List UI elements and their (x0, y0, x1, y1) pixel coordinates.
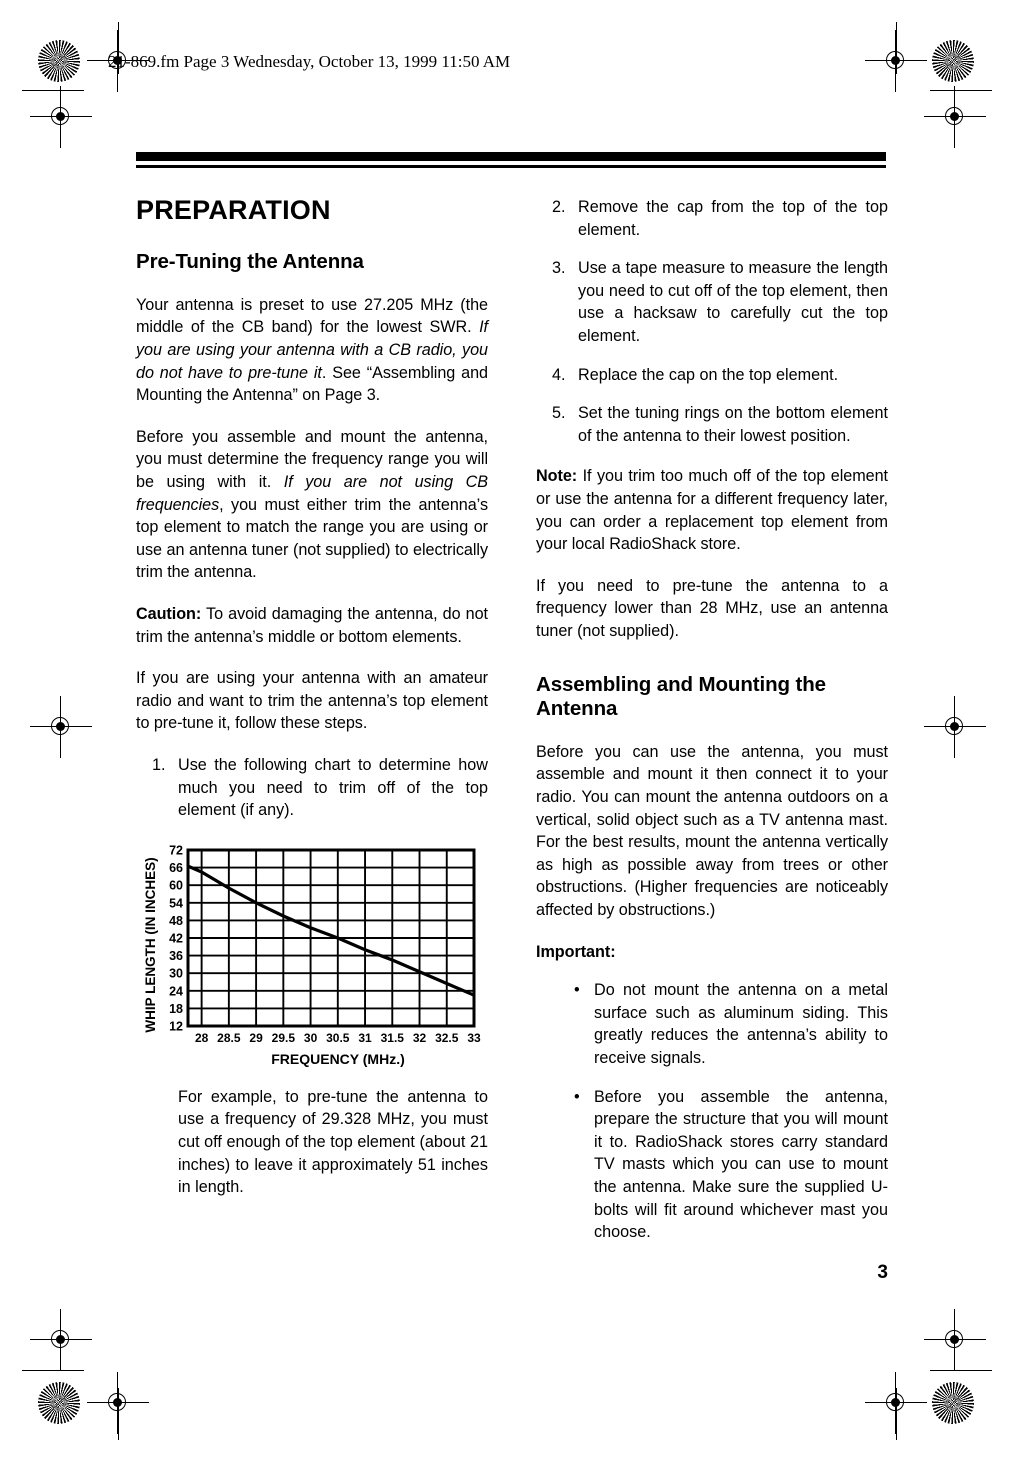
svg-text:30: 30 (169, 966, 183, 981)
bullet-marker-2: • (574, 1087, 580, 1106)
step-2-number: 2. (552, 198, 566, 216)
para-1-italic: If you are using your antenna with a CB radio, you do not have to pre-tune it (136, 318, 488, 382)
left-column (136, 196, 488, 1262)
svg-text:24: 24 (169, 984, 183, 999)
bullet-item-1 (536, 979, 888, 1069)
paragraph-preset-frequency (136, 294, 488, 407)
rule-thin (136, 165, 886, 168)
step-5-number: 5. (552, 404, 566, 423)
step-item-4 (536, 364, 888, 387)
starburst-mark-top-right (932, 40, 974, 82)
svg-text:72: 72 (169, 843, 183, 858)
step-4-text: Replace the cap on the top element. (578, 365, 839, 384)
svg-text:31.5: 31.5 (380, 1030, 404, 1045)
svg-text:66: 66 (169, 860, 183, 875)
starburst-mark-top-left (38, 40, 80, 82)
step-3-text: Use a tape measure to measure the length you need to cut off of the top element, then use a hacksaw to carefully cut the top element. (578, 259, 888, 345)
page-columns (136, 195, 888, 1283)
bullet-1-text: Do not mount the antenna on a metal surface such as aluminum siding. This greatly reduces the antenna’s ability to receive signals. (594, 981, 888, 1067)
step-item-5 (536, 402, 888, 447)
svg-text:36: 36 (169, 948, 183, 963)
svg-text:12: 12 (169, 1019, 183, 1034)
svg-text:48: 48 (169, 913, 183, 928)
caution-label: Caution: (136, 605, 202, 623)
bullet-2-text: Before you assemble the antenna, prepare the structure that you will mount it to. RadioShack stores carry standard TV masts which you can use to mount the antenna. Make sure the supplied U-bolts will fit around whichever mast you choose. (594, 1087, 888, 1242)
paragraph-caution (136, 603, 488, 648)
svg-text:54: 54 (169, 896, 183, 911)
paragraph-example: For example, to pre-tune the antenna to use a frequency of 29.328 MHz, you must cut off enough of the top element (about 21 inches) to leave it approximately 51 inches in length. (178, 1087, 488, 1197)
file-header-line: 21-869.fm Page 3 Wednesday, October 13, 1999 11:50 AM (108, 52, 511, 71)
bullet-marker-1: • (574, 981, 580, 1000)
para-2-text-b: , you must either trim the antenna’s top element to match the range you are using or use an antenna tuner (not supplied) to electrically trim the antenna. (136, 495, 488, 582)
para-1-text-b: . See “Assembling and Mounting the Antenna” on Page 3. (136, 363, 488, 405)
svg-text:29.5: 29.5 (271, 1030, 296, 1045)
svg-text:32: 32 (412, 1030, 427, 1045)
step-item-1 (136, 754, 488, 822)
paragraph-note (536, 465, 888, 555)
paragraph-assembling-intro: Before you can use the antenna, you must assemble and mount it then connect it to your radio. You can mount the antenna outdoors on a vertical, solid object such as a TV antenna mast. For the best results, mount the antenna vertically as high as possible away from trees or other obstructions. (Higher frequencies are noticeably affected by obstructions.) (536, 742, 888, 920)
step-item-2 (536, 196, 888, 241)
svg-text:33: 33 (467, 1030, 481, 1045)
section-title-assembling: Assembling and Mounting the Antenna (536, 672, 826, 720)
note-label: Note: (536, 467, 578, 486)
svg-text:28.5: 28.5 (217, 1030, 241, 1045)
chapter-title: PREPARATION (136, 195, 331, 225)
important-label-text: Important: (536, 942, 616, 961)
svg-text:60: 60 (169, 878, 183, 893)
registration-target-left-middle (44, 710, 78, 744)
registration-target-left-lower (44, 1323, 78, 1357)
svg-text:29: 29 (249, 1030, 263, 1045)
step-5-text: Set the tuning rings on the bottom element of the antenna to their lowest position. (578, 404, 888, 445)
step-2-text: Remove the cap from the top of the top element. (578, 198, 888, 239)
paragraph-antenna-tuner: If you need to pre-tune the antenna to a frequency lower than 28 MHz, use an antenna tuner (not supplied). (536, 576, 888, 640)
registration-target-left-upper (44, 100, 78, 134)
para-2-italic: If you are not using CB frequencies (136, 473, 489, 514)
svg-text:31: 31 (358, 1030, 372, 1045)
steps-list-right (536, 196, 888, 447)
step-1-text: Use the following chart to determine how much you need to trim off of the top element (if any). (178, 755, 488, 820)
registration-target-right-lower (938, 1323, 972, 1357)
registration-target-right-middle (938, 710, 972, 744)
trim-mark-right-lower-horizontal (930, 1370, 992, 1371)
bullet-item-2 (536, 1086, 888, 1244)
svg-text:30: 30 (303, 1030, 318, 1045)
whip-length-chart (142, 840, 482, 1070)
registration-target-right-upper (938, 100, 972, 134)
step-1-number: 1. (152, 755, 166, 774)
paragraph-amateur-radio: If you are using your antenna with an amateur radio and want to trim the antenna’s top element to pre-tune it, follow these steps. (136, 669, 488, 733)
svg-text:28: 28 (194, 1030, 209, 1045)
chart-y-axis-label: WHIP LENGTH (IN INCHES) (143, 857, 158, 1033)
steps-list-left (136, 754, 488, 822)
paragraph-determine-range (136, 426, 488, 584)
svg-text:32.5: 32.5 (435, 1030, 459, 1045)
important-label (536, 941, 888, 964)
step-4-number: 4. (552, 365, 566, 384)
right-column (536, 196, 888, 1283)
chart-y-tick-labels (169, 843, 183, 1033)
svg-text:18: 18 (169, 1001, 183, 1016)
step-3-number: 3. (552, 259, 566, 278)
chart-svg (142, 840, 482, 1070)
caution-text: To avoid damaging the antenna, do not trim the antenna’s middle or bottom elements. (136, 605, 488, 646)
chart-x-tick-labels (195, 1031, 481, 1045)
svg-text:30.5: 30.5 (326, 1030, 350, 1045)
starburst-mark-bottom-left (38, 1382, 80, 1424)
para-2-text-a: Before you assemble and mount the antenna, you must determine the frequency range you will be using with it. (136, 427, 488, 492)
note-text: If you trim too much off of the top element or use the antenna for a different frequency later, you can order a replacement top element from your local RadioShack store. (536, 467, 888, 554)
trim-mark-left-upper-horizontal (22, 90, 84, 91)
para-1-text-a: Your antenna is preset to use 27.205 MHz (the middle of the CB band) for the lowest SWR. (136, 295, 488, 337)
chart-x-axis-label: FREQUENCY (MHz.) (271, 1050, 405, 1067)
svg-text:42: 42 (169, 931, 183, 946)
trim-mark-top-right-vertical (896, 22, 897, 74)
trim-mark-bottom-right-vertical (896, 1388, 897, 1440)
section-title-pre-tuning: Pre-Tuning the Antenna (136, 249, 364, 273)
step-item-3 (536, 257, 888, 347)
starburst-mark-bottom-right (932, 1382, 974, 1424)
trim-mark-left-lower-horizontal (22, 1370, 84, 1371)
important-bullets (536, 979, 888, 1244)
rule-thick (136, 152, 886, 161)
trim-mark-right-upper-horizontal (930, 90, 992, 91)
chart-gridlines (188, 850, 474, 1026)
page-number: 3 (877, 1261, 888, 1283)
trim-mark-bottom-left-vertical (118, 1388, 119, 1440)
header-rules (136, 152, 886, 168)
